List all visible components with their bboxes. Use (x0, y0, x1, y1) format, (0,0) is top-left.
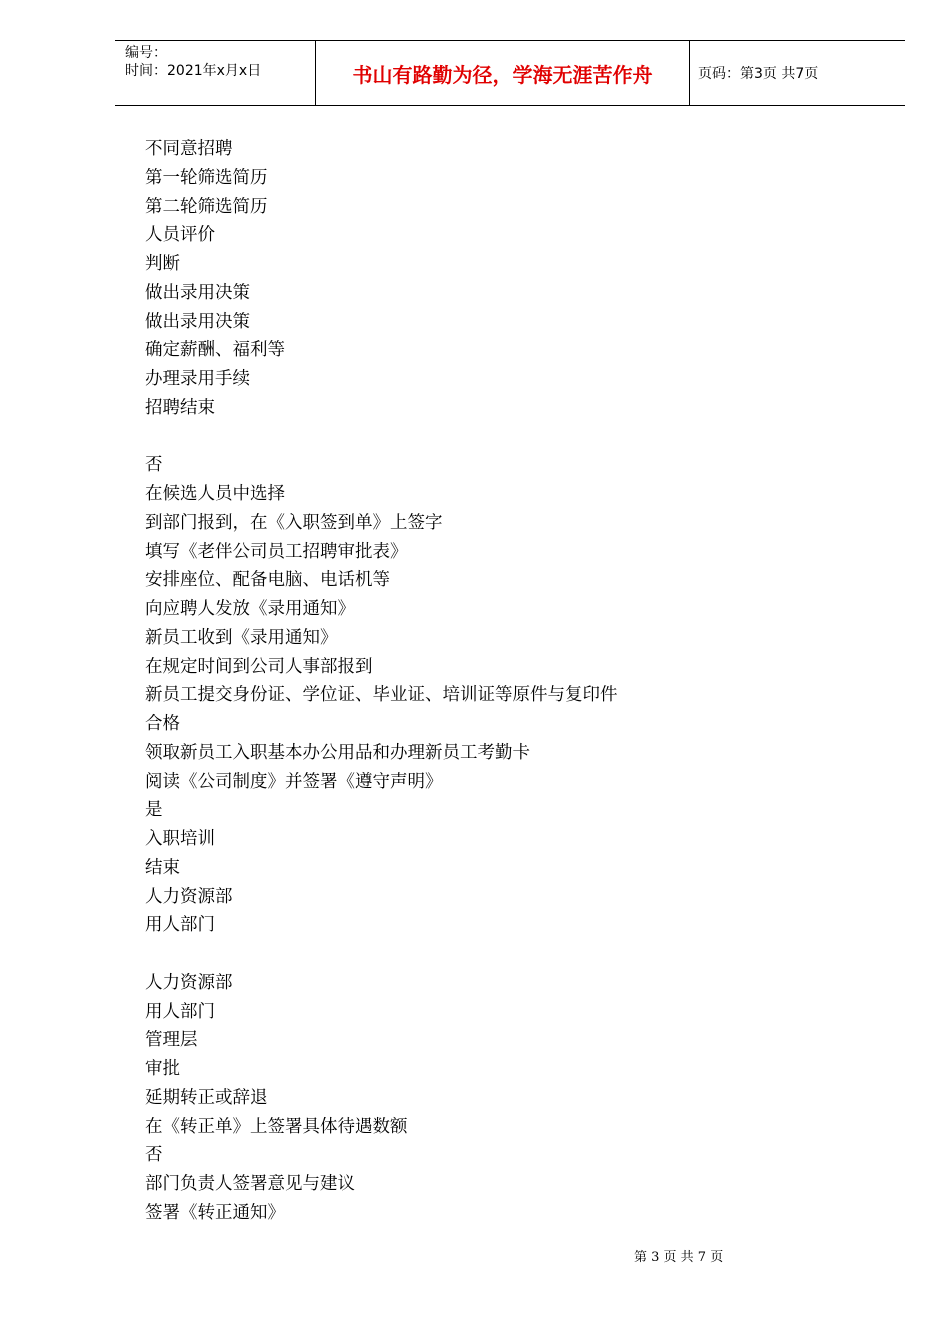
text-line: 在候选人员中选择 (145, 484, 285, 504)
time-label: 时间：2021年x月x日 (125, 63, 262, 79)
text-line: 做出录用决策 (145, 282, 250, 303)
header-meta (115, 41, 315, 105)
text-line: 第一轮筛选简历 (145, 167, 268, 188)
text-line: 填写《老伴公司员工招聘审批表》 (145, 541, 408, 562)
text-line: 新员工收到《录用通知》 (145, 627, 338, 648)
blank-line (145, 423, 845, 452)
text-line: 做出录用决策 (145, 311, 250, 332)
text-line: 办理录用手续 (145, 369, 250, 389)
text-line: 在规定时间到公司人事部报到 (145, 656, 373, 677)
text-line: 用人部门 (145, 1001, 215, 1022)
page-footer: 第 3 页 共 7 页 (634, 1250, 724, 1265)
text-line: 人力资源部 (145, 886, 233, 907)
text-line: 结束 (145, 857, 180, 878)
text-line: 招聘结束 (145, 397, 215, 418)
header-divider (689, 41, 690, 105)
text-line: 否 (145, 1145, 163, 1166)
text-line: 签署《转正通知》 (145, 1202, 285, 1223)
text-line: 人员评价 (145, 225, 215, 246)
text-line: 入职培训 (145, 829, 215, 849)
text-line: 第二轮筛选简历 (145, 196, 268, 217)
text-line: 领取新员工入职基本办公用品和办理新员工考勤卡 (145, 742, 530, 763)
text-line: 是 (145, 800, 163, 821)
text-line: 确定薪酬、福利等 (145, 340, 285, 361)
text-line: 新员工提交身份证、学位证、毕业证、培训证等原件与复印件 (145, 685, 618, 706)
text-line: 审批 (145, 1059, 180, 1079)
text-line: 延期转正或辞退 (145, 1087, 268, 1108)
text-line: 合格 (145, 714, 180, 734)
blank-line (145, 940, 845, 969)
text-line: 否 (145, 455, 163, 476)
text-line: 向应聘人发放《录用通知》 (145, 599, 355, 619)
document-body (145, 135, 845, 1228)
header-motto: 书山有路勤为径，学海无涯苦作舟 (352, 62, 653, 87)
text-line: 在《转正单》上签署具体待遇数额 (145, 1116, 408, 1137)
text-line: 人力资源部 (145, 972, 233, 993)
page-header (115, 40, 905, 106)
text-line: 用人部门 (145, 915, 215, 936)
text-line: 判断 (145, 254, 180, 274)
number-label: 编号： (125, 45, 167, 61)
header-page-info: 页码：第3页 共7页 (698, 66, 819, 82)
text-line: 阅读《公司制度》并签署《遵守声明》 (145, 771, 443, 792)
text-line: 安排座位、配备电脑、电话机等 (145, 570, 390, 591)
text-line: 到部门报到，在《入职签到单》上签字 (145, 512, 443, 533)
text-line: 不同意招聘 (145, 139, 233, 159)
text-line: 管理层 (145, 1030, 198, 1051)
text-line: 部门负责人签署意见与建议 (145, 1174, 355, 1194)
